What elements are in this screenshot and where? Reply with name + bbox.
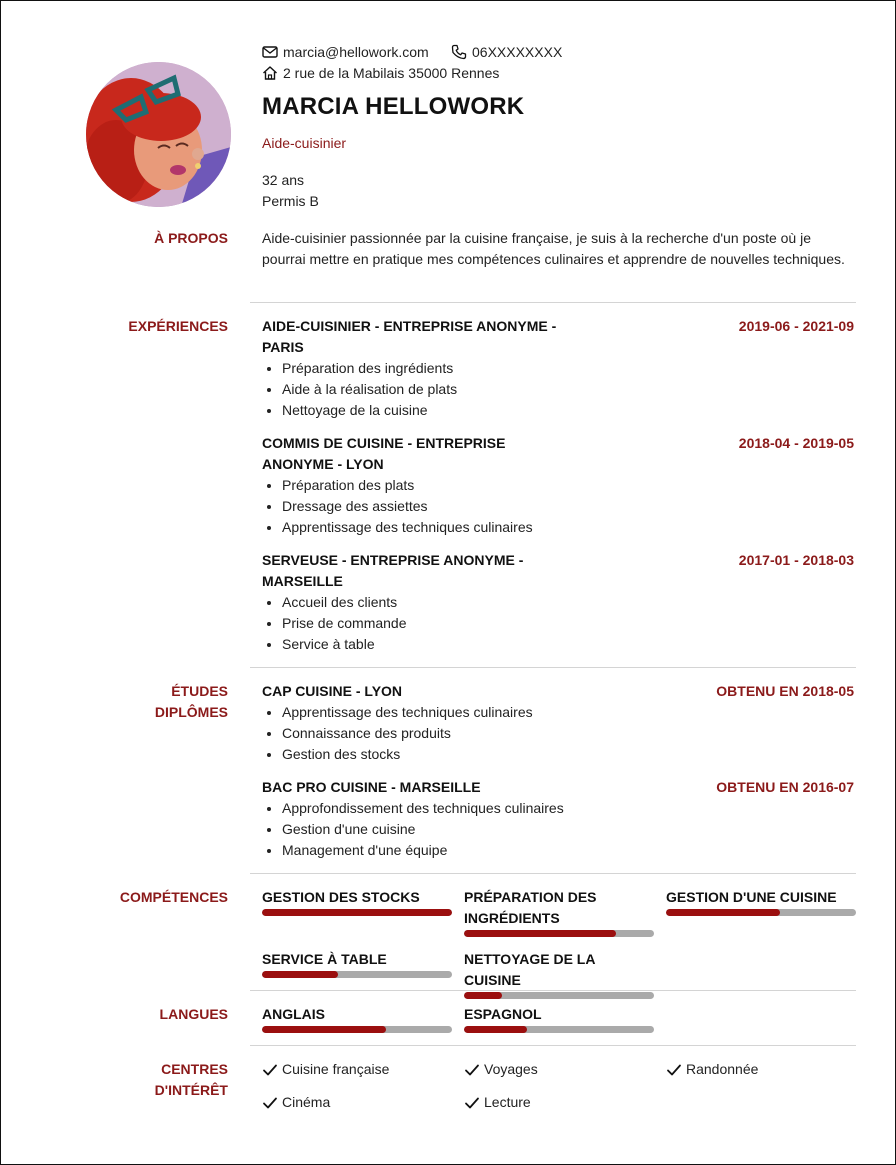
- experience-date: 2017-01 - 2018-03: [738, 552, 854, 568]
- experience-bullets: [262, 358, 842, 421]
- education-title: CAP CUISINE - LYON: [262, 683, 403, 699]
- skill-name: SERVICE À TABLE: [262, 951, 387, 967]
- list-item: • Apprentissage des techniques culinaires: [282, 517, 842, 538]
- interest-item: Voyages: [464, 1059, 538, 1080]
- skill-bar-fill: [666, 909, 780, 916]
- divider: [250, 990, 856, 991]
- experience-title: AIDE-CUISINIER - ENTREPRISE ANONYME - PARIS: [262, 318, 557, 355]
- language-item: [464, 1004, 654, 1033]
- profile-photo: [86, 62, 231, 207]
- skill-item: [262, 949, 452, 978]
- address-row: [262, 65, 499, 81]
- skill-item: [464, 949, 654, 999]
- education-title: BAC PRO CUISINE - MARSEILLE: [262, 779, 481, 795]
- language-bar: [464, 1026, 654, 1033]
- list-item: • Management d'une équipe: [282, 840, 842, 861]
- skill-item: [666, 887, 856, 916]
- skill-bar: [262, 909, 452, 916]
- language-bar: [262, 1026, 452, 1033]
- divider: [250, 667, 856, 668]
- check-icon: [464, 1095, 480, 1111]
- about-text: Aide-cuisinier passionnée par la cuisine française, je suis à la recherche d'un poste où je pourrai mettre en pratique mes compétences culinaires et apprendre de nouvelles techniques.: [262, 230, 845, 267]
- email-text[interactable]: marcia@hellowork.com: [283, 44, 429, 60]
- skill-bar-fill: [262, 971, 338, 978]
- skill-bar: [666, 909, 856, 916]
- experience-title: SERVEUSE - ENTREPRISE ANONYME - MARSEILLE: [262, 552, 524, 589]
- languages-label: LANGUES: [159, 1006, 228, 1022]
- skill-name: GESTION DES STOCKS: [262, 889, 420, 905]
- check-icon: [464, 1062, 480, 1078]
- phone-text[interactable]: 06XXXXXXXX: [472, 44, 563, 60]
- education-label: ÉTUDES DIPLÔMES: [154, 683, 228, 720]
- skills-label: COMPÉTENCES: [119, 889, 228, 905]
- check-icon: [262, 1062, 278, 1078]
- about-label: À PROPOS: [154, 230, 228, 246]
- divider: [250, 873, 856, 874]
- list-item: • Apprentissage des techniques culinaires: [282, 702, 842, 723]
- check-icon: [262, 1095, 278, 1111]
- language-name: ESPAGNOL: [464, 1006, 542, 1022]
- list-item: • Aide à la réalisation de plats: [282, 379, 842, 400]
- language-bar-fill: [262, 1026, 386, 1033]
- interest-item: Lecture: [464, 1092, 531, 1113]
- list-item: • Gestion des stocks: [282, 744, 842, 765]
- divider: [250, 1045, 856, 1046]
- education-date: OBTENU EN 2016-07: [716, 779, 854, 795]
- list-item: • Nettoyage de la cuisine: [282, 400, 842, 421]
- avatar-illustration: [86, 62, 231, 207]
- experience-date: 2019-06 - 2021-09: [738, 318, 854, 334]
- candidate-name: MARCIA HELLOWORK: [262, 93, 525, 120]
- experience-bullets: [262, 592, 842, 655]
- list-item: • Prise de commande: [282, 613, 842, 634]
- experience-bullets: [262, 475, 842, 538]
- email-row: [262, 44, 429, 60]
- list-item: • Préparation des ingrédients: [282, 358, 842, 379]
- list-item: • Dressage des assiettes: [282, 496, 842, 517]
- list-item: • Approfondissement des techniques culinaires: [282, 798, 842, 819]
- list-item: • Gestion d'une cuisine: [282, 819, 842, 840]
- skill-item: [464, 887, 654, 937]
- list-item: • Accueil des clients: [282, 592, 842, 613]
- interest-item: Cinéma: [262, 1092, 330, 1113]
- driving-license: Permis B: [262, 193, 319, 209]
- language-item: [262, 1004, 452, 1033]
- skill-bar: [464, 992, 654, 999]
- list-item: • Service à table: [282, 634, 842, 655]
- interest-item: Randonnée: [666, 1059, 758, 1080]
- language-bar-fill: [464, 1026, 527, 1033]
- job-title: Aide-cuisinier: [262, 135, 347, 151]
- language-name: ANGLAIS: [262, 1006, 325, 1022]
- skill-bar: [464, 930, 654, 937]
- education-bullets: [262, 798, 842, 861]
- education-bullets: [262, 702, 842, 765]
- home-icon: [262, 65, 278, 81]
- interest-item: Cuisine française: [262, 1059, 389, 1080]
- check-icon: [666, 1062, 682, 1078]
- skill-name: GESTION D'UNE CUISINE: [666, 889, 837, 905]
- experience-title: COMMIS DE CUISINE - ENTREPRISE ANONYME - LYON: [262, 435, 506, 472]
- phone-icon: [451, 44, 467, 60]
- skill-bar-fill: [262, 909, 452, 916]
- experience-date: 2018-04 - 2019-05: [738, 435, 854, 451]
- address-text: 2 rue de la Mabilais 35000 Rennes: [283, 65, 500, 81]
- divider: [250, 302, 856, 303]
- list-item: • Connaissance des produits: [282, 723, 842, 744]
- skill-bar-fill: [464, 930, 616, 937]
- experiences-label: EXPÉRIENCES: [128, 318, 228, 334]
- interests-label: CENTRES D'INTÉRÊT: [154, 1061, 228, 1098]
- phone-row: [451, 44, 562, 60]
- list-item: • Préparation des plats: [282, 475, 842, 496]
- skill-name: NETTOYAGE DE LA CUISINE: [464, 951, 595, 988]
- age: 32 ans: [262, 172, 305, 188]
- skill-name: PRÉPARATION DES INGRÉDIENTS: [464, 889, 597, 926]
- education-date: OBTENU EN 2018-05: [716, 683, 854, 699]
- envelope-icon: [262, 44, 278, 60]
- skill-item: [262, 887, 452, 916]
- skill-bar-fill: [464, 992, 502, 999]
- skill-bar: [262, 971, 452, 978]
